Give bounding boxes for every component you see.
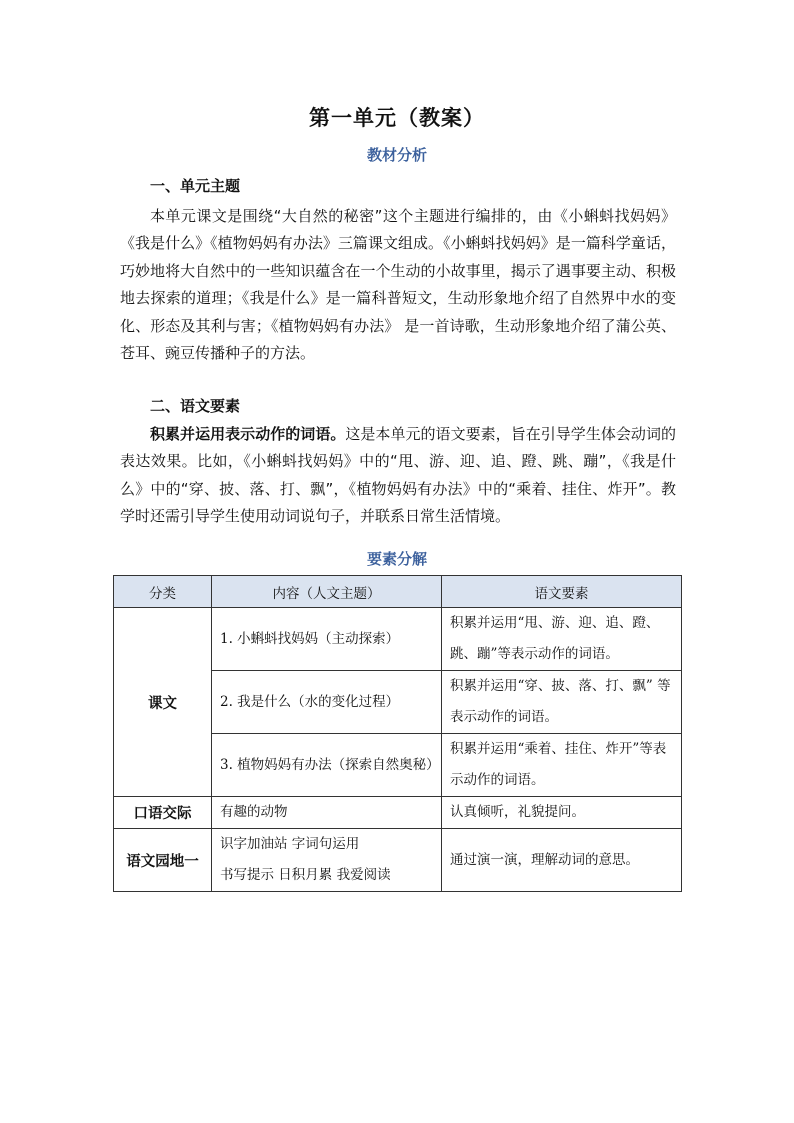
- header-content: 内容（人文主题）: [212, 576, 442, 608]
- lesson-content: 3. 植物妈妈有办法（探索自然奥秘）: [212, 734, 442, 797]
- element-breakdown-table: [113, 575, 682, 892]
- header-category: 分类: [114, 576, 212, 608]
- garden-element: 通过演一演，理解动词的意思。: [442, 829, 682, 892]
- paragraph-unit-theme: 本单元课文是围绕“大自然的秘密”这个主题进行编排的，由《小蝌蚪找妈妈》《我是什么》《植物妈妈有办法》三篇课文组成。《小蝌蚪找妈妈》是一篇科学童话，巧妙地将大自然中的一些知识蕴含在一个生动的小故事里，揭示了遇事要主动、积极地去探索的道理；《我是什么》是一篇科普短文，生动形象地介绍了自然界中水的变化、形态及其利与害；《植物妈妈有办法》 是一首诗歌，生动形象地介绍了蒲公英、苍耳、豌豆传播种子的方法。: [120, 207, 676, 363]
- oral-element: 认真倾听，礼貌提问。: [442, 797, 682, 829]
- header-element: 语文要素: [442, 576, 682, 608]
- table-row: [114, 829, 682, 892]
- paragraph-language-elements: [120, 421, 676, 531]
- lesson-element: 积累并运用“甩、游、迎、追、蹬、跳、蹦”等表示动作的词语。: [442, 608, 682, 671]
- section-heading-language-elements: 二、语文要素: [150, 397, 241, 415]
- paragraph-body: 这是本单元的语文要素，旨在引导学生体会动词的表达效果。比如，《小蝌蚪找妈妈》中的“甩、游、迎、追、蹬、跳、蹦”，《我是什么》中的“穿、披、落、打、飘”，《植物妈妈有办法》中的“乘着、挂住、炸开”。教学时还需引导学生使用动词说句子，并联系日常生活情境。: [120, 425, 676, 526]
- lesson-content: 2. 我是什么（水的变化过程）: [212, 671, 442, 734]
- table-title: 要素分解: [366, 550, 427, 568]
- table-row: [114, 797, 682, 829]
- lesson-element: 积累并运用“穿、披、落、打、飘” 等表示动作的词语。: [442, 671, 682, 734]
- category-garden: 语文园地一: [114, 829, 212, 892]
- category-lessons: 课文: [114, 608, 212, 797]
- table-row: [114, 608, 682, 671]
- lesson-element: 积累并运用“乘着、挂住、炸开”等表示动作的词语。: [442, 734, 682, 797]
- garden-content-line: 书写提示 日积月累 我爱阅读: [220, 867, 391, 883]
- table-header-row: [114, 576, 682, 608]
- oral-content: 有趣的动物: [212, 797, 442, 829]
- section-heading-unit-theme: 一、单元主题: [150, 177, 241, 195]
- garden-content: [212, 829, 442, 892]
- lesson-content: 1. 小蝌蚪找妈妈（主动探索）: [212, 608, 442, 671]
- page-title: 第一单元（教案）: [309, 106, 485, 130]
- category-oral: 口语交际: [114, 797, 212, 829]
- bold-lead: 积累并运用表示动作的词语。: [150, 425, 346, 443]
- page-subtitle: 教材分析: [366, 146, 427, 164]
- garden-content-line: 识字加油站 字词句运用: [220, 836, 360, 852]
